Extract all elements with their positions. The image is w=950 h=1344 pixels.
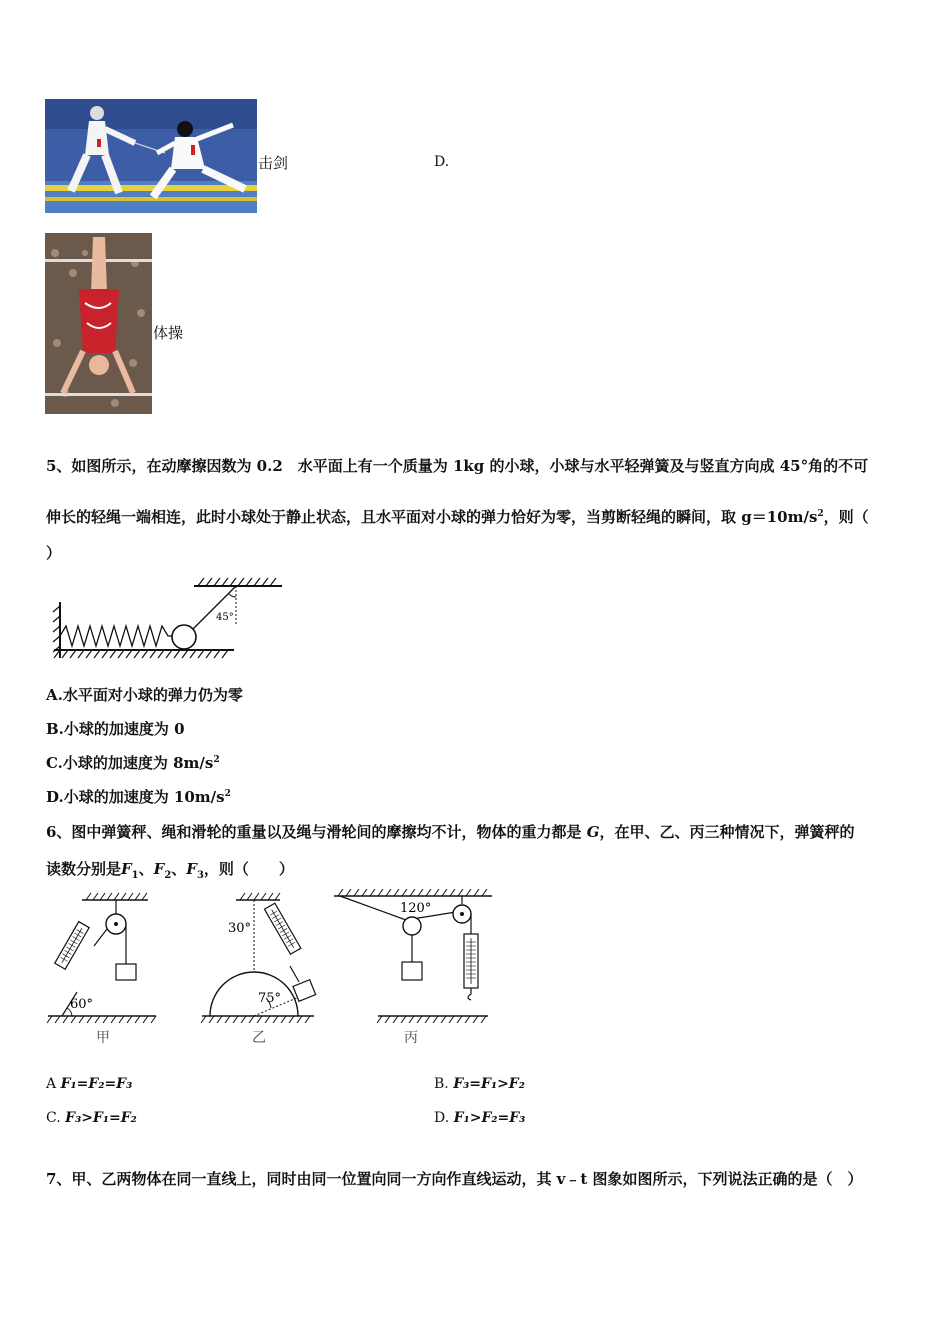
fencing-photo xyxy=(45,99,257,213)
q5-option-c: C.小球的加速度为 $8m/s^2$ xyxy=(46,754,220,772)
gymnastics-caption: 体操 xyxy=(153,324,184,342)
fig-bing-label: 丙 xyxy=(404,1030,418,1046)
q6-figure xyxy=(44,884,504,1054)
fig-yi-angle-top: 30° xyxy=(228,921,252,936)
fig-jia-angle: 60° xyxy=(70,997,94,1012)
gymnastics-photo xyxy=(45,233,152,414)
option-d-label: D. xyxy=(434,154,450,170)
q6-option-a: A F₁=F₂=F₃ xyxy=(46,1076,133,1092)
q5-option-a: A.水平面对小球的弹力仍为零 xyxy=(46,686,243,704)
q5-text-line3: ） xyxy=(46,544,62,562)
q6-text-line1: 6、图中弹簧秤、绳和滑轮的重量以及绳与滑轮间的摩擦均不计，物体的重力都是 G，在甲、乙、丙三种情况下，弹簧秤的 xyxy=(46,823,855,841)
q6-option-d: D. F₁>F₂=F₃ xyxy=(434,1110,526,1126)
fig-yi-angle-inner: 75° xyxy=(258,991,282,1006)
q5-text-line1: 5、如图所示，在动摩擦因数为 0.2 水平面上有一个质量为 1kg 的小球，小球与水平轻弹簧及与竖直方向成 45°角的不可 xyxy=(46,457,869,475)
q7-text-line1: 7、甲、乙两物体在同一直线上，同时由同一位置向同一方向作直线运动，其 v﹣t 图象如图所示，下列说法正确的是（ ） xyxy=(46,1170,863,1188)
q5-text-line2: 伸长的轻绳一端相连，此时小球处于静止状态，且水平面对小球的弹力恰好为零，当剪断轻绳的瞬间，取 $g=10m/s^2$，则（ xyxy=(46,508,869,526)
q5-angle-label: 45° xyxy=(216,612,234,623)
fencing-caption: 击剑 xyxy=(258,154,289,172)
fig-bing-angle: 120° xyxy=(400,901,432,916)
q6-text-line2: 读数分别是$F_1$、$F_2$、$F_3$，则（ ） xyxy=(46,860,294,881)
q6-option-b: B. F₃=F₁>F₂ xyxy=(434,1076,525,1092)
q5-option-d: D.小球的加速度为 $10m/s^2$ xyxy=(46,788,231,806)
fig-yi-label: 乙 xyxy=(252,1030,266,1046)
q5-option-b: B.小球的加速度为 0 xyxy=(46,720,185,738)
q6-option-c: C. F₃>F₁=F₂ xyxy=(46,1110,137,1126)
q5-figure xyxy=(46,574,286,670)
fig-jia-label: 甲 xyxy=(96,1030,110,1046)
